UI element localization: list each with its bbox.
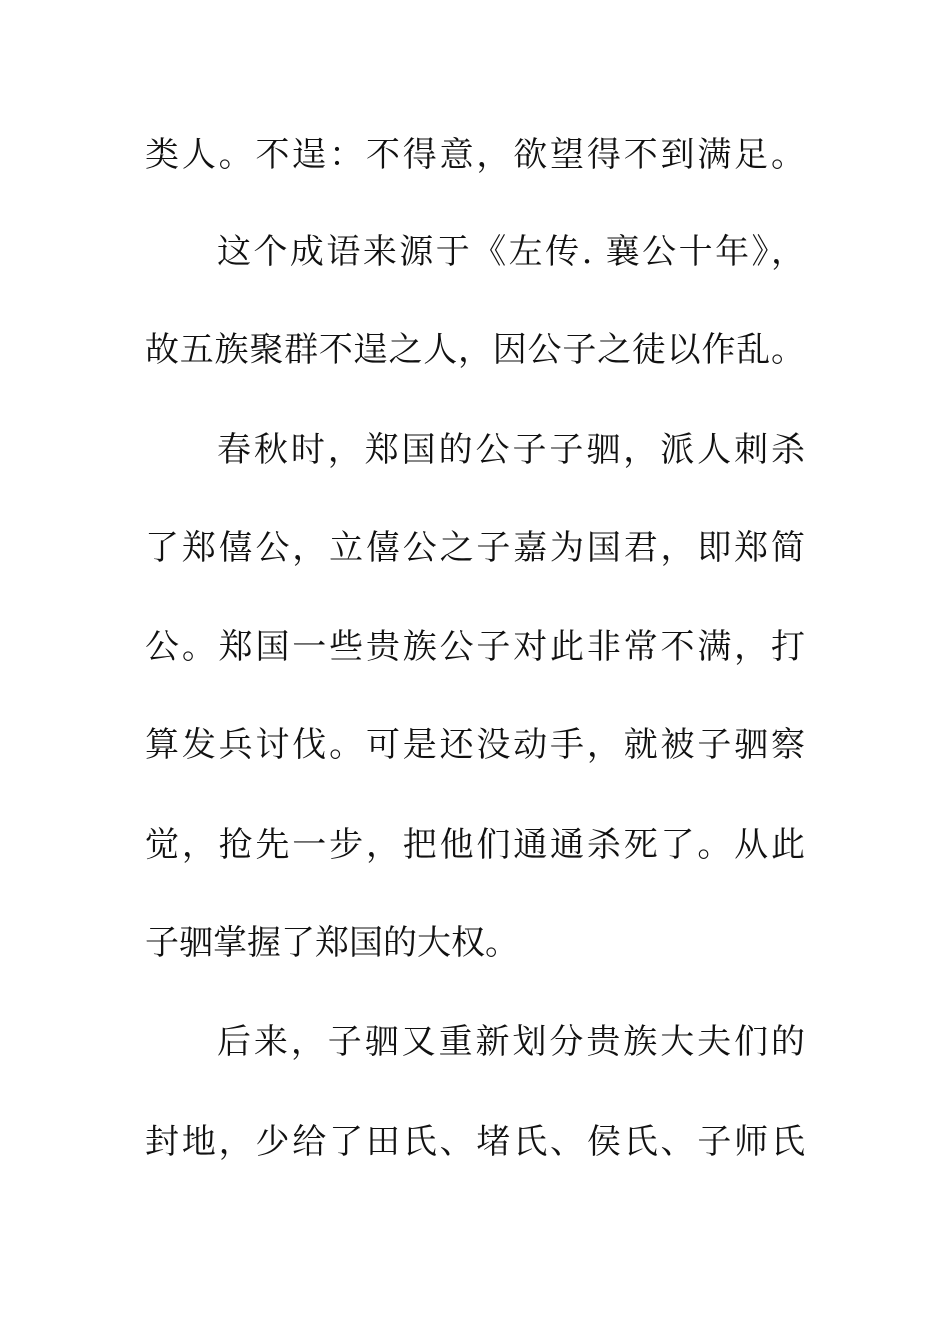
paragraph-first-line: 春秋时，郑国的公子子驷，派人刺杀 bbox=[217, 430, 805, 470]
text-line: 觉，抢先一步，把他们通通杀死了。从此 bbox=[145, 825, 805, 865]
text-line: 公。郑国一些贵族公子对此非常不满，打 bbox=[145, 627, 805, 667]
text-line: 类人。不逞：不得意，欲望得不到满足。 bbox=[145, 135, 805, 175]
paragraph-first-line: 这个成语来源于《左传. 襄公十年》， bbox=[217, 232, 805, 272]
text-line: 了郑僖公，立僖公之子嘉为国君，即郑简 bbox=[145, 528, 805, 568]
text-line: 故五族聚群不逞之人，因公子之徒以作乱。 bbox=[145, 330, 805, 370]
text-line: 封地，少给了田氏、堵氏、侯氏、子师氏 bbox=[145, 1122, 805, 1162]
text-line: 子驷掌握了郑国的大权。 bbox=[145, 923, 519, 963]
paragraph-first-line: 后来，子驷又重新划分贵族大夫们的 bbox=[217, 1022, 805, 1062]
text-line: 算发兵讨伐。可是还没动手，就被子驷察 bbox=[145, 725, 805, 765]
